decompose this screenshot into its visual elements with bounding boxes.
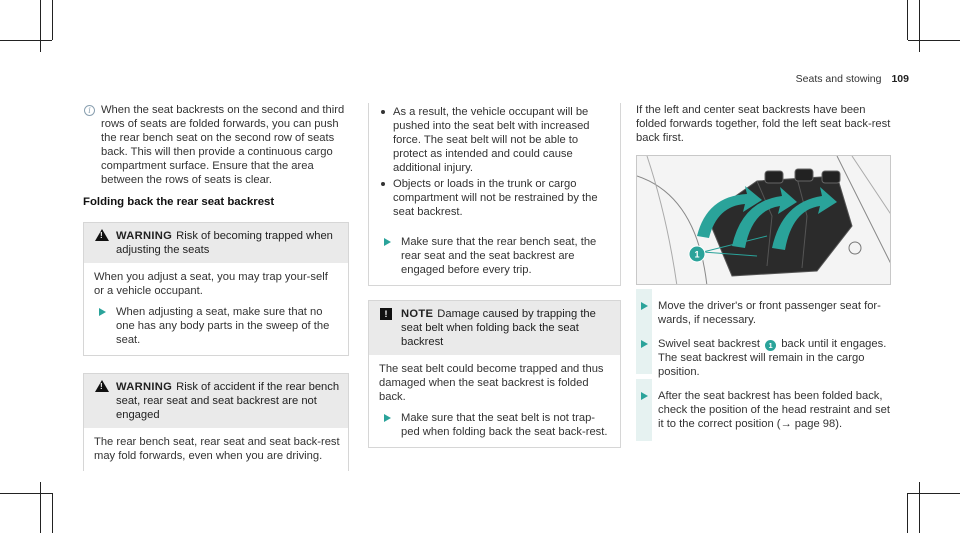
notice-box	[368, 300, 621, 448]
warning-keyword: WARNING	[116, 230, 173, 242]
action-step	[94, 305, 340, 347]
column-3	[636, 103, 891, 441]
notice-keyword: NOTE	[401, 308, 434, 320]
page-header	[764, 73, 909, 85]
arrow-icon	[379, 411, 401, 425]
crop-mark	[919, 0, 920, 52]
crop-mark	[907, 0, 908, 40]
seat-illustration	[636, 155, 891, 285]
arrow-icon	[636, 389, 658, 403]
crop-mark	[907, 493, 908, 533]
warning-icon	[94, 380, 116, 394]
warning-icon	[94, 229, 116, 243]
action-step	[636, 389, 891, 431]
crop-mark	[52, 493, 53, 533]
warning-header	[84, 223, 348, 263]
list-item: Objects or loads in the trunk or cargo compartment will not be restrained by the seat backrest.	[379, 177, 612, 219]
warning-title: Risk of accident if the rear bench seat, rear seat and seat backrest are not engaged	[116, 381, 340, 421]
callout-badge: 1	[765, 340, 776, 351]
notice-body: The seat belt could become trapped and thus damaged when the seat backrest is folded back.	[379, 363, 604, 403]
action-step-text: Make sure that the rear bench seat, the rear seat and the seat backrest are engaged before every trip.	[401, 236, 597, 276]
result-text: The seat backrest will remain in the cargo position.	[658, 352, 865, 378]
bullet-list	[379, 105, 612, 219]
notice-icon: !	[379, 307, 401, 321]
action-step-text: Make sure that the seat belt is not trap-ped when folding back the seat back-rest.	[401, 412, 608, 438]
warning-header	[84, 374, 348, 428]
section-heading: Folding back the rear seat backrest	[83, 196, 275, 208]
section-title: Seats and stowing	[795, 73, 882, 85]
crop-mark	[0, 493, 52, 494]
action-step	[379, 411, 612, 439]
crop-mark	[52, 0, 53, 40]
warning-body: The rear bench seat, rear seat and seat back-rest may fold forwards, even when you are driving.	[94, 436, 340, 462]
crop-mark	[919, 482, 920, 533]
arrow-icon	[379, 235, 401, 249]
crop-mark	[0, 40, 52, 41]
notice-title: Damage caused by trapping the seat belt when folding back the seat backrest	[401, 308, 596, 348]
arrow-icon	[636, 337, 658, 351]
warning-body: When you adjust a seat, you may trap your-self or a vehicle occupant.	[94, 271, 328, 297]
warning-box	[83, 373, 349, 471]
warning-keyword: WARNING	[116, 381, 173, 393]
info-icon: i	[83, 103, 101, 117]
column-1	[83, 103, 349, 471]
crop-mark	[40, 482, 41, 533]
action-step	[379, 235, 612, 277]
crop-mark	[908, 493, 960, 494]
page-number: 109	[891, 73, 909, 85]
action-step	[636, 337, 891, 379]
intro-text: If the left and center seat backrests have been folded forwards together, fold the left seat back-rest back first.	[636, 104, 891, 144]
warning-box-continued	[368, 103, 621, 286]
action-step-text: Swivel seat backrest	[658, 338, 760, 350]
info-note-text: When the seat backrests on the second and third rows of seats are folded forwards, you can push the rear bench seat on the second row of seats back. This will then provide a continuous cargo compartment surface. Ensure that the area between the rows of seats is clear.	[101, 104, 345, 186]
arrow-icon	[636, 299, 658, 313]
seat-backrest-figure	[637, 156, 891, 285]
action-step-text[interactable]: After the seat backrest has been folded back, check the position of the head restraint and set it to the correct position (→ page 98).	[658, 390, 890, 430]
action-step	[636, 299, 891, 327]
crop-mark	[40, 0, 41, 52]
list-item: As a result, the vehicle occupant will be pushed into the seat belt with increased force. The seat belt will not be able to protect as intended and could cause additional injury.	[379, 105, 612, 175]
arrow-icon	[94, 305, 116, 319]
notice-header	[369, 301, 620, 355]
warning-title: Risk of becoming trapped when adjusting the seats	[116, 230, 333, 256]
figure-callout: 1	[694, 249, 700, 260]
action-step-text: When adjusting a seat, make sure that no one has any body parts in the sweep of the seat.	[116, 306, 330, 346]
warning-box	[83, 222, 349, 356]
crop-mark	[908, 40, 960, 41]
action-step-text: back until it engages.	[781, 338, 887, 350]
info-note	[83, 103, 349, 187]
column-2	[368, 103, 621, 448]
action-step-text: Move the driver's or front passenger seat for-wards, if necessary.	[658, 300, 881, 326]
